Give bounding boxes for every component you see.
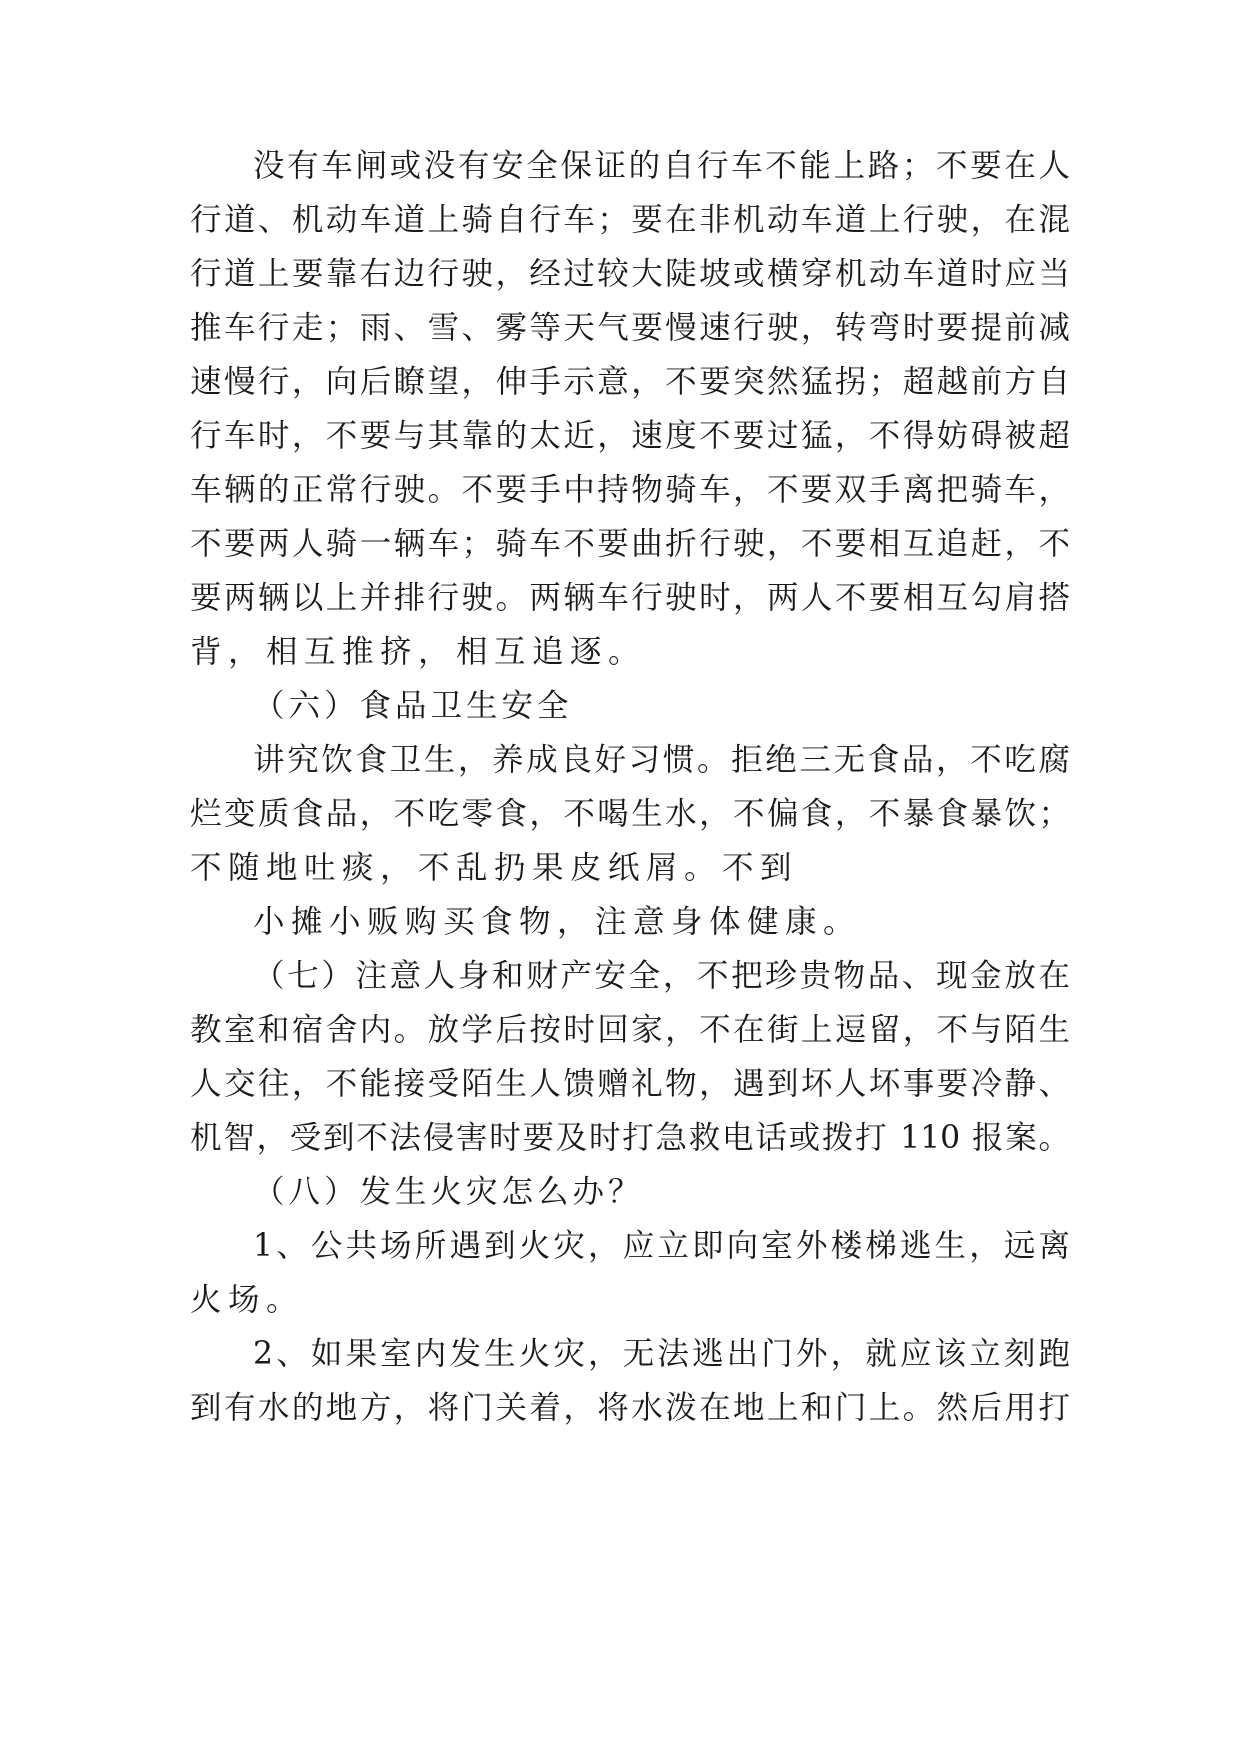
section-heading-food-safety: （六）食品卫生安全 (253, 688, 573, 724)
body-text-line: 车辆的正常行驶。不要手中持物骑车，不要双手离把骑车， (190, 472, 1070, 508)
body-text-line: 背，相互推挤，相互追逐。 (190, 634, 647, 670)
body-text-line: 人交往，不能接受陌生人馈赠礼物，遇到坏人坏事要冷静、 (190, 1066, 1070, 1102)
section-heading-personal-safety: （七）注意人身和财产安全，不把珍贵物品、现金放在 (253, 958, 1070, 994)
body-text-line: 到有水的地方，将门关着，将水泼在地上和门上。然后用打 (190, 1390, 1070, 1426)
section-heading-fire: （八）发生火灾怎么办？ (253, 1174, 644, 1210)
body-text-line: 机智，受到不法侵害时要及时打急救电话或拨打 110 报案。 (190, 1120, 1070, 1156)
body-text-line: 行道、机动车道上骑自行车；要在非机动车道上行驶，在混 (190, 202, 1070, 238)
body-text-line: 讲究饮食卫生，养成良好习惯。拒绝三无食品，不吃腐 (253, 742, 1070, 778)
body-text-line: 速慢行，向后瞭望，伸手示意，不要突然猛拐；超越前方自 (190, 364, 1070, 400)
body-text-line: 小摊小贩购买食物，注意身体健康。 (253, 904, 862, 940)
body-text-line: 火场。 (190, 1282, 305, 1318)
body-text-line: 不随地吐痰，不乱扔果皮纸屑。不到 (190, 850, 799, 886)
body-text-line: 行车时，不要与其靠的太近，速度不要过猛，不得妨碍被超 (190, 418, 1070, 454)
body-text-line: 推车行走；雨、雪、雾等天气要慢速行驶，转弯时要提前减 (190, 310, 1070, 346)
body-text-line: 要两辆以上并排行驶。两辆车行驶时，两人不要相互勾肩搭 (190, 580, 1070, 616)
body-text-line: 没有车闸或没有安全保证的自行车不能上路；不要在人 (253, 148, 1070, 184)
body-text-line: 烂变质食品，不吃零食，不喝生水，不偏食，不暴食暴饮； (190, 796, 1070, 832)
body-text-line: 行道上要靠右边行驶，经过较大陡坡或横穿机动车道时应当 (190, 256, 1070, 292)
body-text-line: 教室和宿舍内。放学后按时回家，不在街上逗留，不与陌生 (190, 1012, 1070, 1048)
list-item-2: 2、如果室内发生火灾，无法逃出门外，就应该立刻跑 (253, 1336, 1070, 1372)
list-item-1: 1、公共场所遇到火灾，应立即向室外楼梯逃生，远离 (253, 1228, 1070, 1264)
body-text-line: 不要两人骑一辆车；骑车不要曲折行驶，不要相互追赶，不 (190, 526, 1070, 562)
